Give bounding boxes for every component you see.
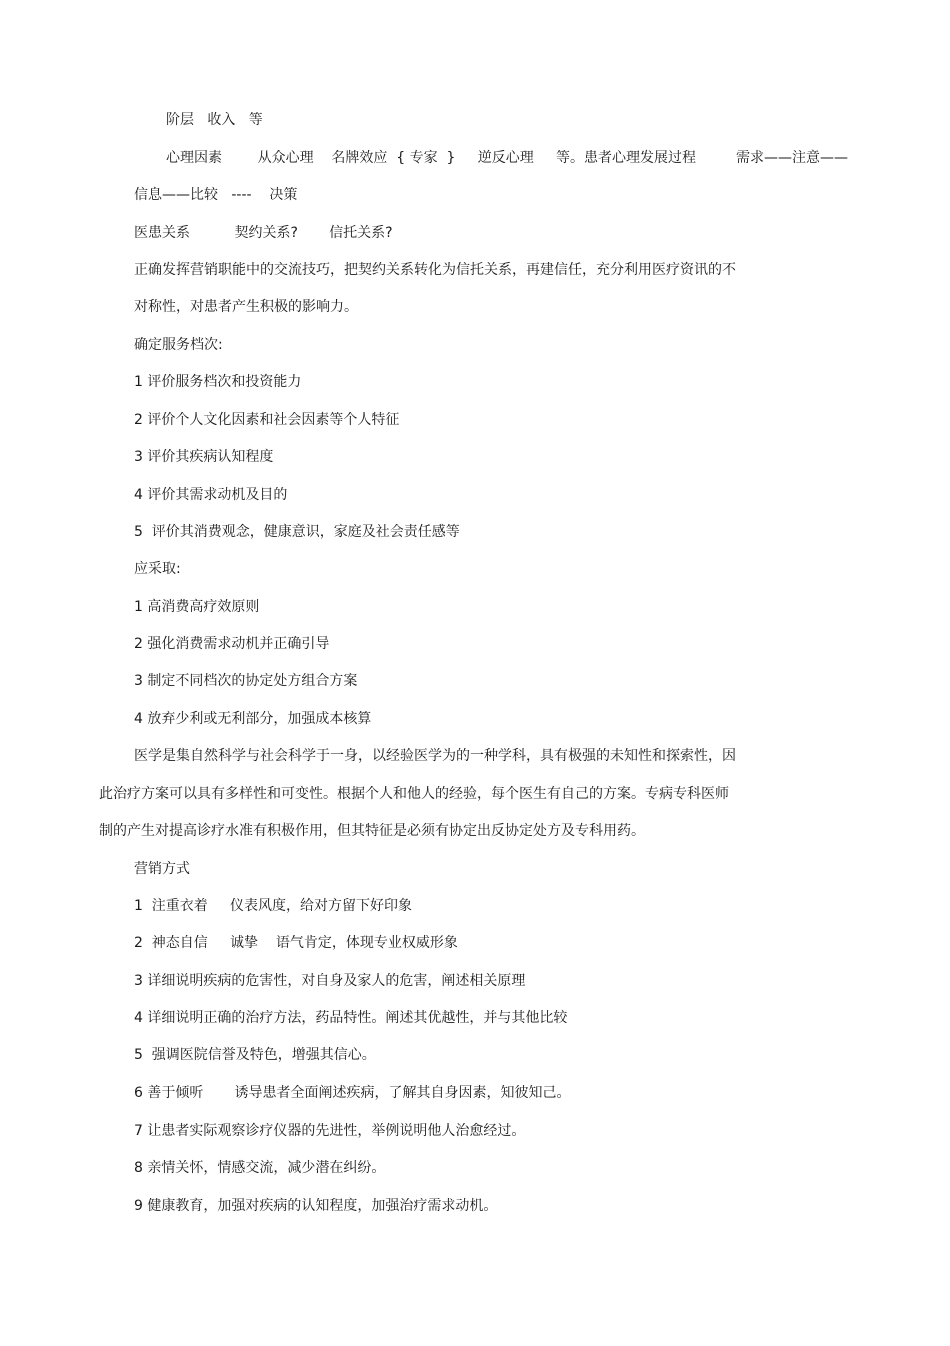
list-item: 1 高消费高疗效原则 (134, 599, 260, 615)
list-item: 3 制定不同档次的协定处方组合方案 (134, 673, 358, 689)
text-line: 此治疗方案可以具有多样性和可变性。根据个人和他人的经验，每个医生有自己的方案。专病专科医师 (99, 786, 729, 802)
list-item: 1 注重衣着 仪表风度，给对方留下好印象 (134, 898, 413, 914)
list-item: 2 神态自信 诚挚 语气肯定，体现专业权威形象 (134, 935, 458, 951)
section-heading: 确定服务档次: (134, 337, 223, 353)
list-item: 6 善于倾听 诱导患者全面阐述疾病，了解其自身因素，知彼知己。 (134, 1085, 571, 1101)
text-line: 阶层 收入 等 (166, 112, 263, 128)
list-item: 1 评价服务档次和投资能力 (134, 374, 302, 390)
text-line: 信息——比较 ---- 决策 (134, 187, 298, 203)
text-line: 医学是集自然科学与社会科学于一身，以经验医学为的一种学科，具有极强的未知性和探索性，因 (134, 748, 736, 764)
text-line: 正确发挥营销职能中的交流技巧，把契约关系转化为信托关系，再建信任，充分利用医疗资讯的不 (134, 262, 736, 278)
list-item: 5 评价其消费观念，健康意识，家庭及社会责任感等 (134, 524, 460, 540)
list-item: 4 评价其需求动机及目的 (134, 487, 288, 503)
text-line: 心理因素 从众心理 名牌效应 { 专家 } 逆反心理 等。患者心理发展过程 需求——注意—— (166, 150, 849, 166)
list-item: 7 让患者实际观察诊疗仪器的先进性，举例说明他人治愈经过。 (134, 1123, 526, 1139)
list-item: 4 放弃少利或无利部分，加强成本核算 (134, 711, 372, 727)
text-line: 制的产生对提高诊疗水准有积极作用，但其特征是必须有协定出反协定处方及专科用药。 (99, 823, 645, 839)
list-item: 3 详细说明疾病的危害性，对自身及家人的危害，阐述相关原理 (134, 973, 526, 989)
list-item: 3 评价其疾病认知程度 (134, 449, 274, 465)
text-line: 对称性，对患者产生积极的影响力。 (134, 299, 358, 315)
list-item: 5 强调医院信誉及特色，增强其信心。 (134, 1047, 376, 1063)
list-item: 4 详细说明正确的治疗方法，药品特性。阐述其优越性，并与其他比较 (134, 1010, 568, 1026)
text-line: 医患关系 契约关系? 信托关系? (134, 225, 393, 241)
list-item: 8 亲情关怀，情感交流，减少潜在纠纷。 (134, 1160, 386, 1176)
section-heading: 营销方式 (134, 861, 190, 877)
list-item: 2 评价个人文化因素和社会因素等个人特征 (134, 412, 400, 428)
section-heading: 应采取: (134, 561, 181, 577)
list-item: 9 健康教育，加强对疾病的认知程度，加强治疗需求动机。 (134, 1198, 498, 1214)
list-item: 2 强化消费需求动机并正确引导 (134, 636, 330, 652)
